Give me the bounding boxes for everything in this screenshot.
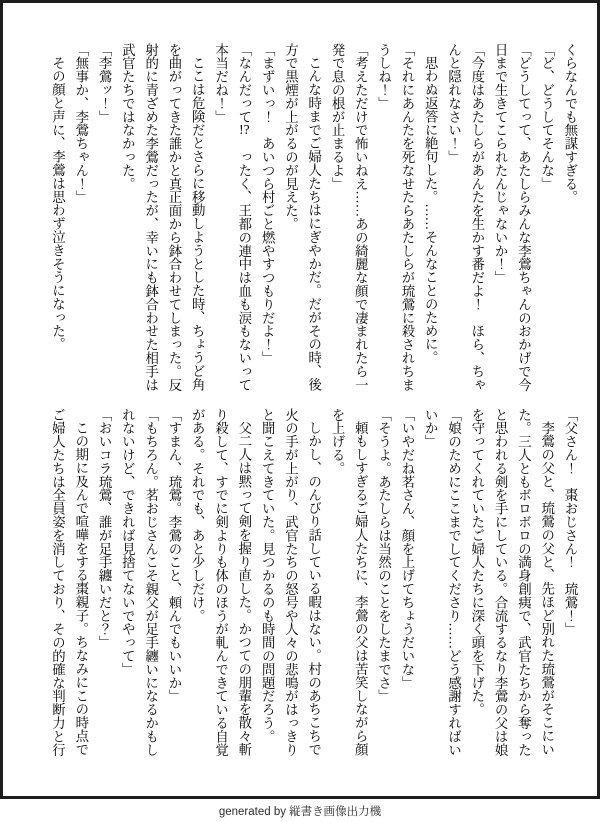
paragraph: 「父さん！ 棗おじさん！ 琉鶯！」 [563, 408, 578, 636]
generator-credit: generated by 縦書き画像出力機 [0, 799, 600, 822]
paragraph: 「なんだって!? ったく、王都の連中は血も涙もないって本当だね！」 [213, 43, 252, 392]
vertical-text-band-bottom [46, 408, 582, 757]
paragraph: 「まずいっ！ あいつら村ごと燃やすつもりだよ！」 [260, 43, 276, 365]
tatechuyoko-exclamation-question: !? [239, 123, 250, 137]
paragraph: 「ど、どうしてそんな」 [539, 43, 555, 191]
paragraph: 「どうしてって、あたしらみんな李鶯ちゃんのおかげで今日まで生きてこられたんじゃないか！」 [493, 43, 532, 392]
paragraph: しかし、のんびり話している暇はない。村のあちこちで火の手が上がり、武官たちの怒号や人々の悲鳴がはっきりと聞こえてきていた。見つかるのも時間の問題だろう。 [260, 408, 322, 757]
paragraph: 父二人は黙って剣を握り直した。かつての朋輩を散々斬り殺して、すでに剣よりも体のほうが軋んできている自覚がある。それでも、あと少しだけ。 [190, 408, 252, 757]
paragraph: ここは危険だとさらに移動しようとした時、ちょうど角を曲がってきた誰かと真正面から鉢合わせてしまった。反射的に青ざめた李鶯だったが、幸いにも鉢合わせた相手は武官たちではなかった。 [120, 43, 206, 392]
paragraph: 「そうよ。あたしらは当然のことをしたまでさ」 [376, 408, 392, 703]
paragraph: 「すまん、琉鶯。李鶯のこと、頼んでもいいか」 [166, 408, 182, 703]
paragraph: 「李鶯ッ！」 [97, 43, 113, 124]
paragraph: 「いやだね茗さん、顔を上げてちょうだいな」 [399, 408, 415, 690]
paragraph: 「今度はあたしらがあんたを生かす番だよ！ ほら、ちゃんと隠れなさい！」 [446, 43, 485, 392]
paragraph: この期に及んで喧嘩をする棗親子。ちなみにこの時点でご婦人たちは全員姿を消しており、その的確な判断力と行 [50, 408, 89, 757]
paragraph: 思わぬ返答に絶句した。……そんなことのために。 [423, 56, 439, 365]
paragraph: 「もちろん。茗おじさんこそ親父が足手纏いになるかもしれないけど、できれば見捨てないでやって」 [120, 408, 159, 757]
paragraph: 李鶯の父と、琉鶯の父と、先ほど別れた琉鶯がそこにいた。三人ともボロボロの満身創痍で、武官たちから奪ったと思われる剣を手にしている。合流するなり李鶯の父は娘を守ってくれていたご婦人たちに深く頭を下げた。 [469, 408, 555, 757]
paragraph: 「それにあんたを死なせたらあたしらが琉鶯に殺されちまうしね！」 [376, 43, 415, 392]
paragraph: 「考えただけで怖いねえ……あの綺麗な顔で凄まれたら一発で息の根が止まるよ」 [330, 43, 369, 392]
paragraph: こんな時までご婦人たちはにぎやかだ。だがその時、後方で黒煙が上がるのが見えた。 [283, 43, 322, 392]
paragraph: 「おいコラ琉鶯、誰が足手纏いだと？」 [97, 408, 113, 650]
paragraph: 「無事か、李鶯ちゃん！」 [73, 43, 89, 204]
vertical-text-band-top [46, 43, 582, 392]
paragraph: くらなんでも無謀すぎる。 [563, 43, 578, 204]
paragraph: 「娘のためにここまでしてくださり……どう感謝すればいいか」 [423, 408, 462, 757]
paragraph: 頼もしすぎるご婦人たちに、李鶯の父は苦笑しながら顔を上げる。 [330, 408, 369, 757]
paragraph: その顔と声に、李鶯は思わず泣きそうになった。 [50, 56, 66, 352]
